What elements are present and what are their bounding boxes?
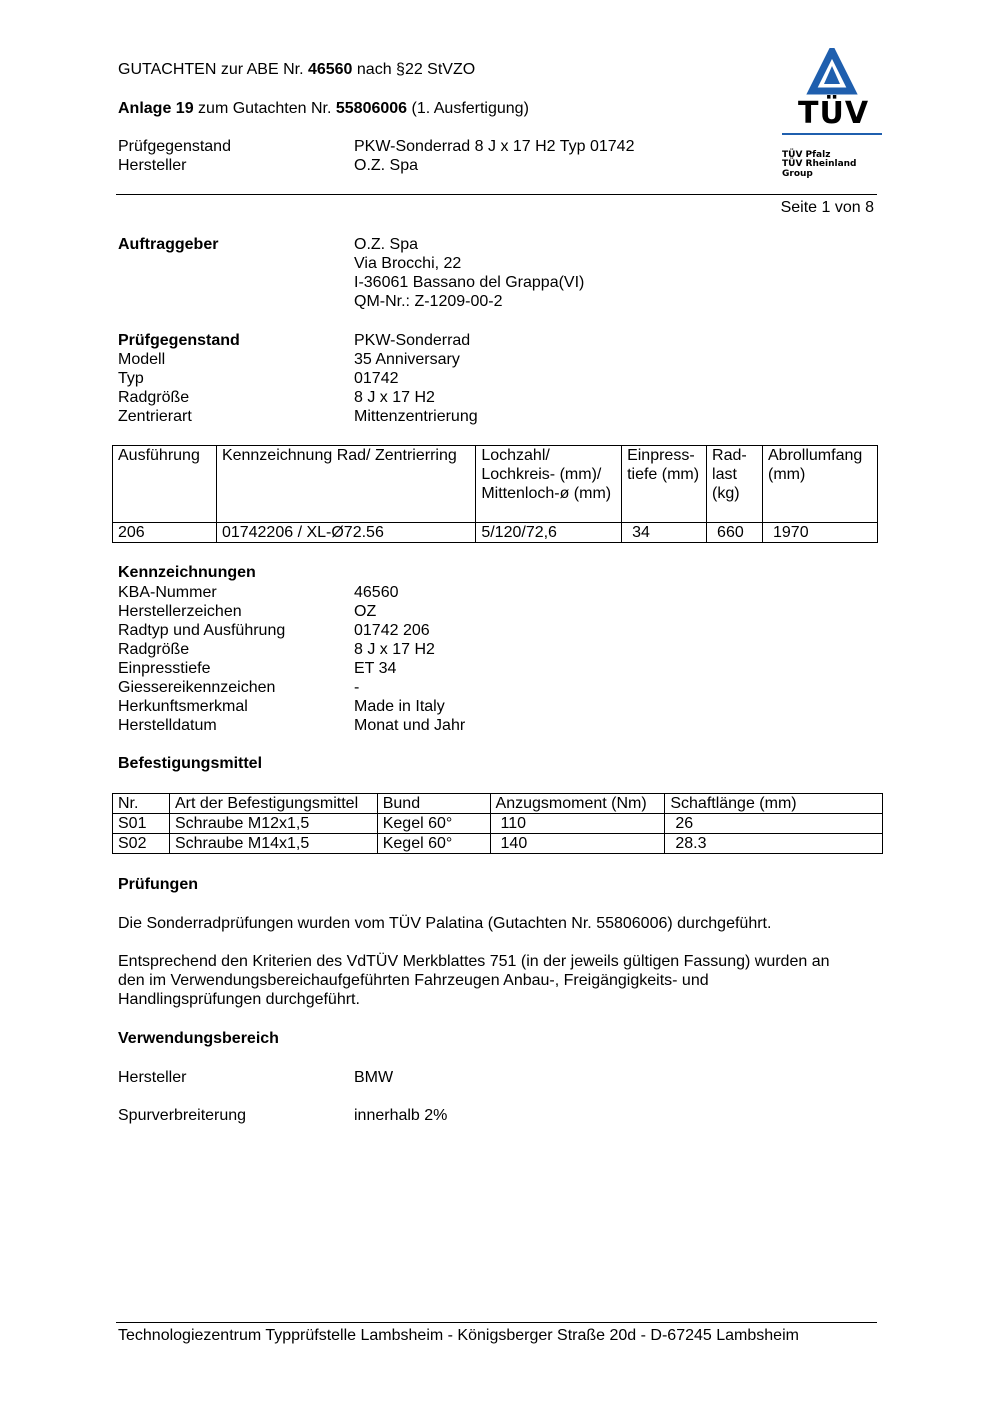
marking-value: OZ bbox=[354, 603, 377, 620]
usage-value: innerhalb 2% bbox=[354, 1107, 448, 1124]
usage-row bbox=[118, 1068, 818, 1087]
table-row bbox=[113, 834, 883, 854]
tests-paragraph-2-line: Entsprechend den Kriterien des VdTÜV Merkblattes 751 (in der jeweils gültigen Fassung) wurden an bbox=[118, 953, 830, 970]
usage-label: Spurverbreiterung bbox=[118, 1107, 247, 1124]
tests-paragraph-2-line: Handlingsprüfungen durchgeführt. bbox=[118, 991, 360, 1008]
table-cell: Schraube M14x1,5 bbox=[169, 834, 377, 854]
tests-title: Prüfungen bbox=[118, 876, 198, 893]
header-row-subject bbox=[118, 137, 818, 156]
usage-title: Verwendungsbereich bbox=[118, 1030, 279, 1047]
table-cell: 26 bbox=[665, 814, 883, 834]
marking-value: ET 34 bbox=[354, 660, 397, 677]
table-header-cell: Einpress- tiefe (mm) bbox=[622, 446, 707, 523]
marking-row bbox=[118, 659, 818, 678]
title-prefix: GUTACHTEN zur ABE Nr. bbox=[118, 61, 308, 78]
annex-suffix: (1. Ausfertigung) bbox=[407, 100, 529, 117]
table-cell: Schraube M12x1,5 bbox=[169, 814, 377, 834]
subject-label: Zentrierart bbox=[118, 408, 192, 425]
annex-mid: zum Gutachten Nr. bbox=[193, 100, 336, 117]
table-cell: S01 bbox=[113, 814, 170, 834]
marking-row bbox=[118, 640, 818, 659]
marking-label: Einpresstiefe bbox=[118, 660, 211, 677]
subject-value: 01742 bbox=[354, 370, 399, 387]
table-header-cell: Nr. bbox=[113, 794, 170, 814]
page-number: Seite 1 von 8 bbox=[780, 199, 874, 216]
wheel-table bbox=[112, 445, 878, 543]
subject-row bbox=[118, 388, 818, 407]
table-header-cell: Rad- last (kg) bbox=[707, 446, 763, 523]
header-label: Prüfgegenstand bbox=[118, 138, 231, 155]
annex-label: Anlage 19 bbox=[118, 100, 194, 117]
logo-sub2: TÜV Rheinland Group bbox=[782, 159, 857, 179]
subject-label: Radgröße bbox=[118, 389, 190, 406]
marking-label: Radtyp und Ausführung bbox=[118, 622, 286, 639]
subject-label: Typ bbox=[118, 370, 144, 387]
table-cell: 01742206 / XL-Ø72.56 bbox=[216, 523, 475, 543]
table-cell: 206 bbox=[113, 523, 217, 543]
header-value: O.Z. Spa bbox=[354, 157, 419, 174]
subject-title-value: PKW-Sonderrad bbox=[354, 332, 471, 349]
table-cell: 1970 bbox=[763, 523, 878, 543]
tests-paragraph-2-line: den im Verwendungsbereichaufgeführten Fahrzeugen Anbau-, Freigängigkeits- und bbox=[118, 972, 709, 989]
table-cell: S02 bbox=[113, 834, 170, 854]
table-cell: 34 bbox=[622, 523, 707, 543]
table-header-cell: Bund bbox=[377, 794, 490, 814]
report-number: 55806006 bbox=[335, 100, 408, 117]
logo-brand: TÜV bbox=[798, 96, 870, 131]
marking-row bbox=[118, 602, 818, 621]
subject-value: Mittenzentrierung bbox=[354, 408, 478, 425]
marking-row bbox=[118, 621, 818, 640]
table-header-cell: Schaftlänge (mm) bbox=[665, 794, 883, 814]
markings-title: Kennzeichnungen bbox=[118, 564, 256, 581]
marking-value: 01742 206 bbox=[354, 622, 430, 639]
marking-value: Made in Italy bbox=[354, 698, 445, 715]
table-row bbox=[113, 523, 878, 543]
marking-label: Herstelldatum bbox=[118, 717, 217, 734]
annex-line bbox=[118, 99, 529, 118]
marking-row bbox=[118, 678, 818, 697]
table-header-row bbox=[113, 794, 883, 814]
subject-row bbox=[118, 369, 818, 388]
table-header-cell: Art der Befestigungsmittel bbox=[169, 794, 377, 814]
table-header-cell: Kennzeichnung Rad/ Zentrierring bbox=[216, 446, 475, 523]
marking-label: Herstellerzeichen bbox=[118, 603, 242, 620]
usage-row bbox=[118, 1106, 818, 1125]
footer-divider bbox=[116, 1322, 877, 1323]
abe-number: 46560 bbox=[307, 61, 353, 78]
table-header-cell: Abrollumfang (mm) bbox=[763, 446, 878, 523]
client-line: QM-Nr.: Z-1209-00-2 bbox=[354, 293, 503, 310]
marking-value: 46560 bbox=[354, 584, 399, 601]
marking-value: 8 J x 17 H2 bbox=[354, 641, 435, 658]
client-title: Auftraggeber bbox=[118, 236, 219, 253]
fasteners-table bbox=[112, 793, 883, 854]
header-row-manufacturer bbox=[118, 156, 818, 175]
client-line: O.Z. Spa bbox=[354, 236, 419, 253]
table-cell: 140 bbox=[490, 834, 665, 854]
table-header-cell: Anzugsmoment (Nm) bbox=[490, 794, 665, 814]
header-value: PKW-Sonderrad 8 J x 17 H2 Typ 01742 bbox=[354, 138, 635, 155]
client-line: Via Brocchi, 22 bbox=[354, 255, 462, 272]
table-cell: 5/120/72,6 bbox=[476, 523, 622, 543]
subject-value: 8 J x 17 H2 bbox=[354, 389, 435, 406]
logo-underline bbox=[782, 133, 882, 135]
subject-label: Modell bbox=[118, 351, 166, 368]
subject-title: Prüfgegenstand bbox=[118, 332, 240, 349]
marking-row bbox=[118, 697, 818, 716]
subject-value: 35 Anniversary bbox=[354, 351, 460, 368]
marking-label: KBA-Nummer bbox=[118, 584, 217, 601]
table-header-cell: Lochzahl/ Lochkreis- (mm)/ Mittenloch-ø (mm) bbox=[476, 446, 622, 523]
table-cell: Kegel 60° bbox=[377, 814, 490, 834]
table-header-cell: Ausführung bbox=[113, 446, 217, 523]
marking-value: - bbox=[354, 679, 360, 696]
header-label: Hersteller bbox=[118, 157, 187, 174]
marking-row bbox=[118, 716, 818, 735]
subject-row bbox=[118, 407, 818, 426]
marking-label: Radgröße bbox=[118, 641, 190, 658]
marking-label: Herkunftsmerkmal bbox=[118, 698, 248, 715]
table-cell: 660 bbox=[707, 523, 763, 543]
table-row bbox=[113, 814, 883, 834]
document-title bbox=[118, 60, 475, 79]
header-divider bbox=[116, 194, 877, 195]
usage-label: Hersteller bbox=[118, 1069, 187, 1086]
client-line: I-36061 Bassano del Grappa(VI) bbox=[354, 274, 585, 291]
logo-sub1: TÜV Pfalz bbox=[782, 150, 831, 160]
title-suffix: nach §22 StVZO bbox=[352, 61, 476, 78]
marking-row bbox=[118, 583, 818, 602]
tests-paragraph-1: Die Sonderradprüfungen wurden vom TÜV Palatina (Gutachten Nr. 55806006) durchgeführt. bbox=[118, 915, 772, 932]
table-cell: 28.3 bbox=[665, 834, 883, 854]
fasteners-title: Befestigungsmittel bbox=[118, 755, 263, 772]
footer-address: Technologiezentrum Typprüfstelle Lambsheim - Königsberger Straße 20d - D-67245 Lambsheim bbox=[118, 1327, 799, 1344]
usage-value: BMW bbox=[354, 1069, 394, 1086]
subject-row bbox=[118, 350, 818, 369]
table-header-row bbox=[113, 446, 878, 523]
tuv-logo bbox=[780, 48, 884, 179]
tuv-triangle-icon bbox=[780, 48, 884, 98]
marking-value: Monat und Jahr bbox=[354, 717, 466, 734]
marking-label: Giessereikennzeichen bbox=[118, 679, 276, 696]
table-cell: Kegel 60° bbox=[377, 834, 490, 854]
table-cell: 110 bbox=[490, 814, 665, 834]
